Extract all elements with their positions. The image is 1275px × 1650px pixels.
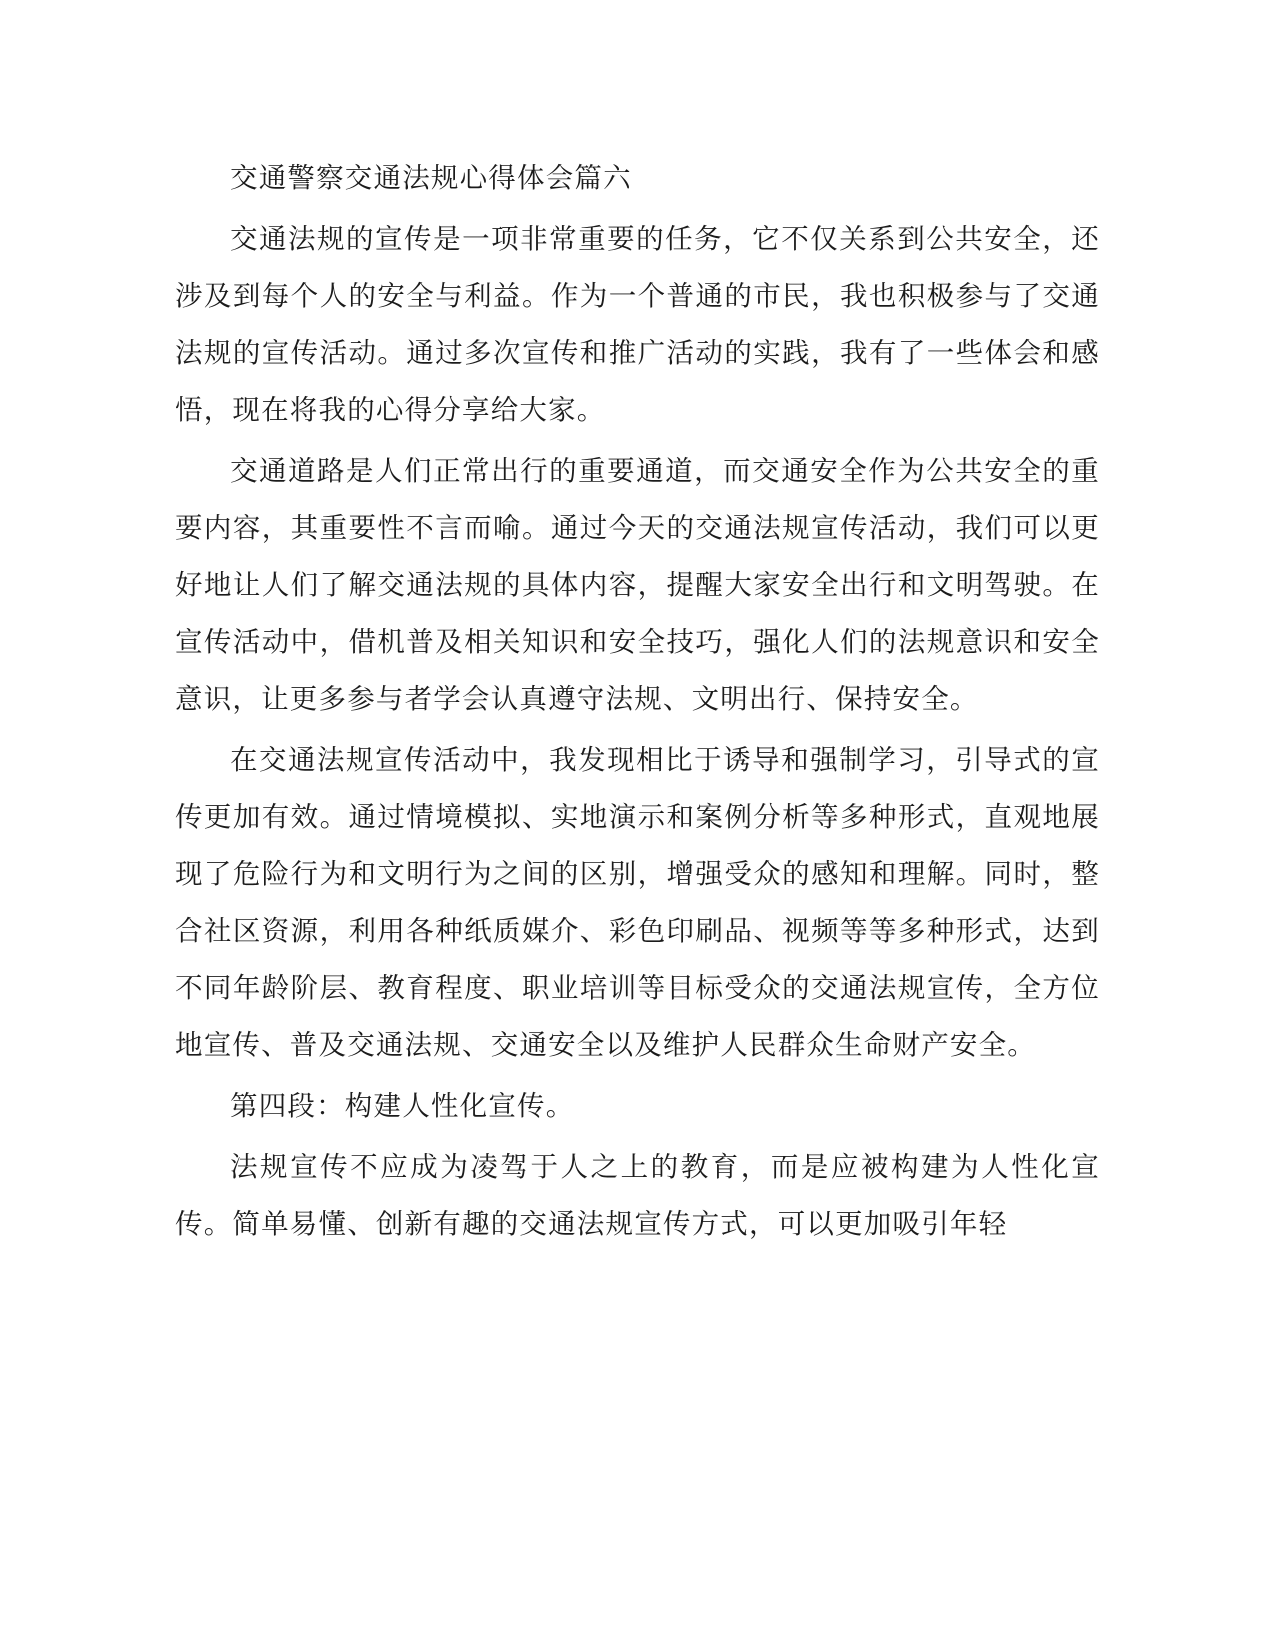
paragraph-5: 法规宣传不应成为凌驾于人之上的教育，而是应被构建为人性化宣传。简单易懂、创新有趣的交通法规宣传方式，可以更加吸引年轻 (175, 1151, 1100, 1240)
paragraph-1: 交通法规的宣传是一项非常重要的任务，它不仅关系到公共安全，还涉及到每个人的安全与利益。作为一个普通的市民，我也积极参与了交通法规的宣传活动。通过多次宣传和推广活动的实践，我有了一些体会和感悟，现在将我的心得分享给大家。 (175, 223, 1100, 426)
document-title: 交通警察交通法规心得体会篇六 (230, 162, 632, 194)
document-body (175, 150, 1100, 1253)
paragraph-3: 在交通法规宣传活动中，我发现相比于诱导和强制学习，引导式的宣传更加有效。通过情境模拟、实地演示和案例分析等多种形式，直观地展现了危险行为和文明行为之间的区别，增强受众的感知和理解。同时，整合社区资源，利用各种纸质媒介、彩色印刷品、视频等等多种形式，达到不同年龄阶层、教育程度、职业培训等目标受众的交通法规宣传，全方位地宣传、普及交通法规、交通安全以及维护人民群众生命财产安全。 (175, 744, 1100, 1061)
paragraph-2: 交通道路是人们正常出行的重要通道，而交通安全作为公共安全的重要内容，其重要性不言而喻。通过今天的交通法规宣传活动，我们可以更好地让人们了解交通法规的具体内容，提醒大家安全出行和文明驾驶。在宣传活动中，借机普及相关知识和安全技巧，强化人们的法规意识和安全意识，让更多参与者学会认真遵守法规、文明出行、保持安全。 (175, 455, 1100, 715)
paragraph-4-heading: 第四段：构建人性化宣传。 (230, 1090, 575, 1122)
